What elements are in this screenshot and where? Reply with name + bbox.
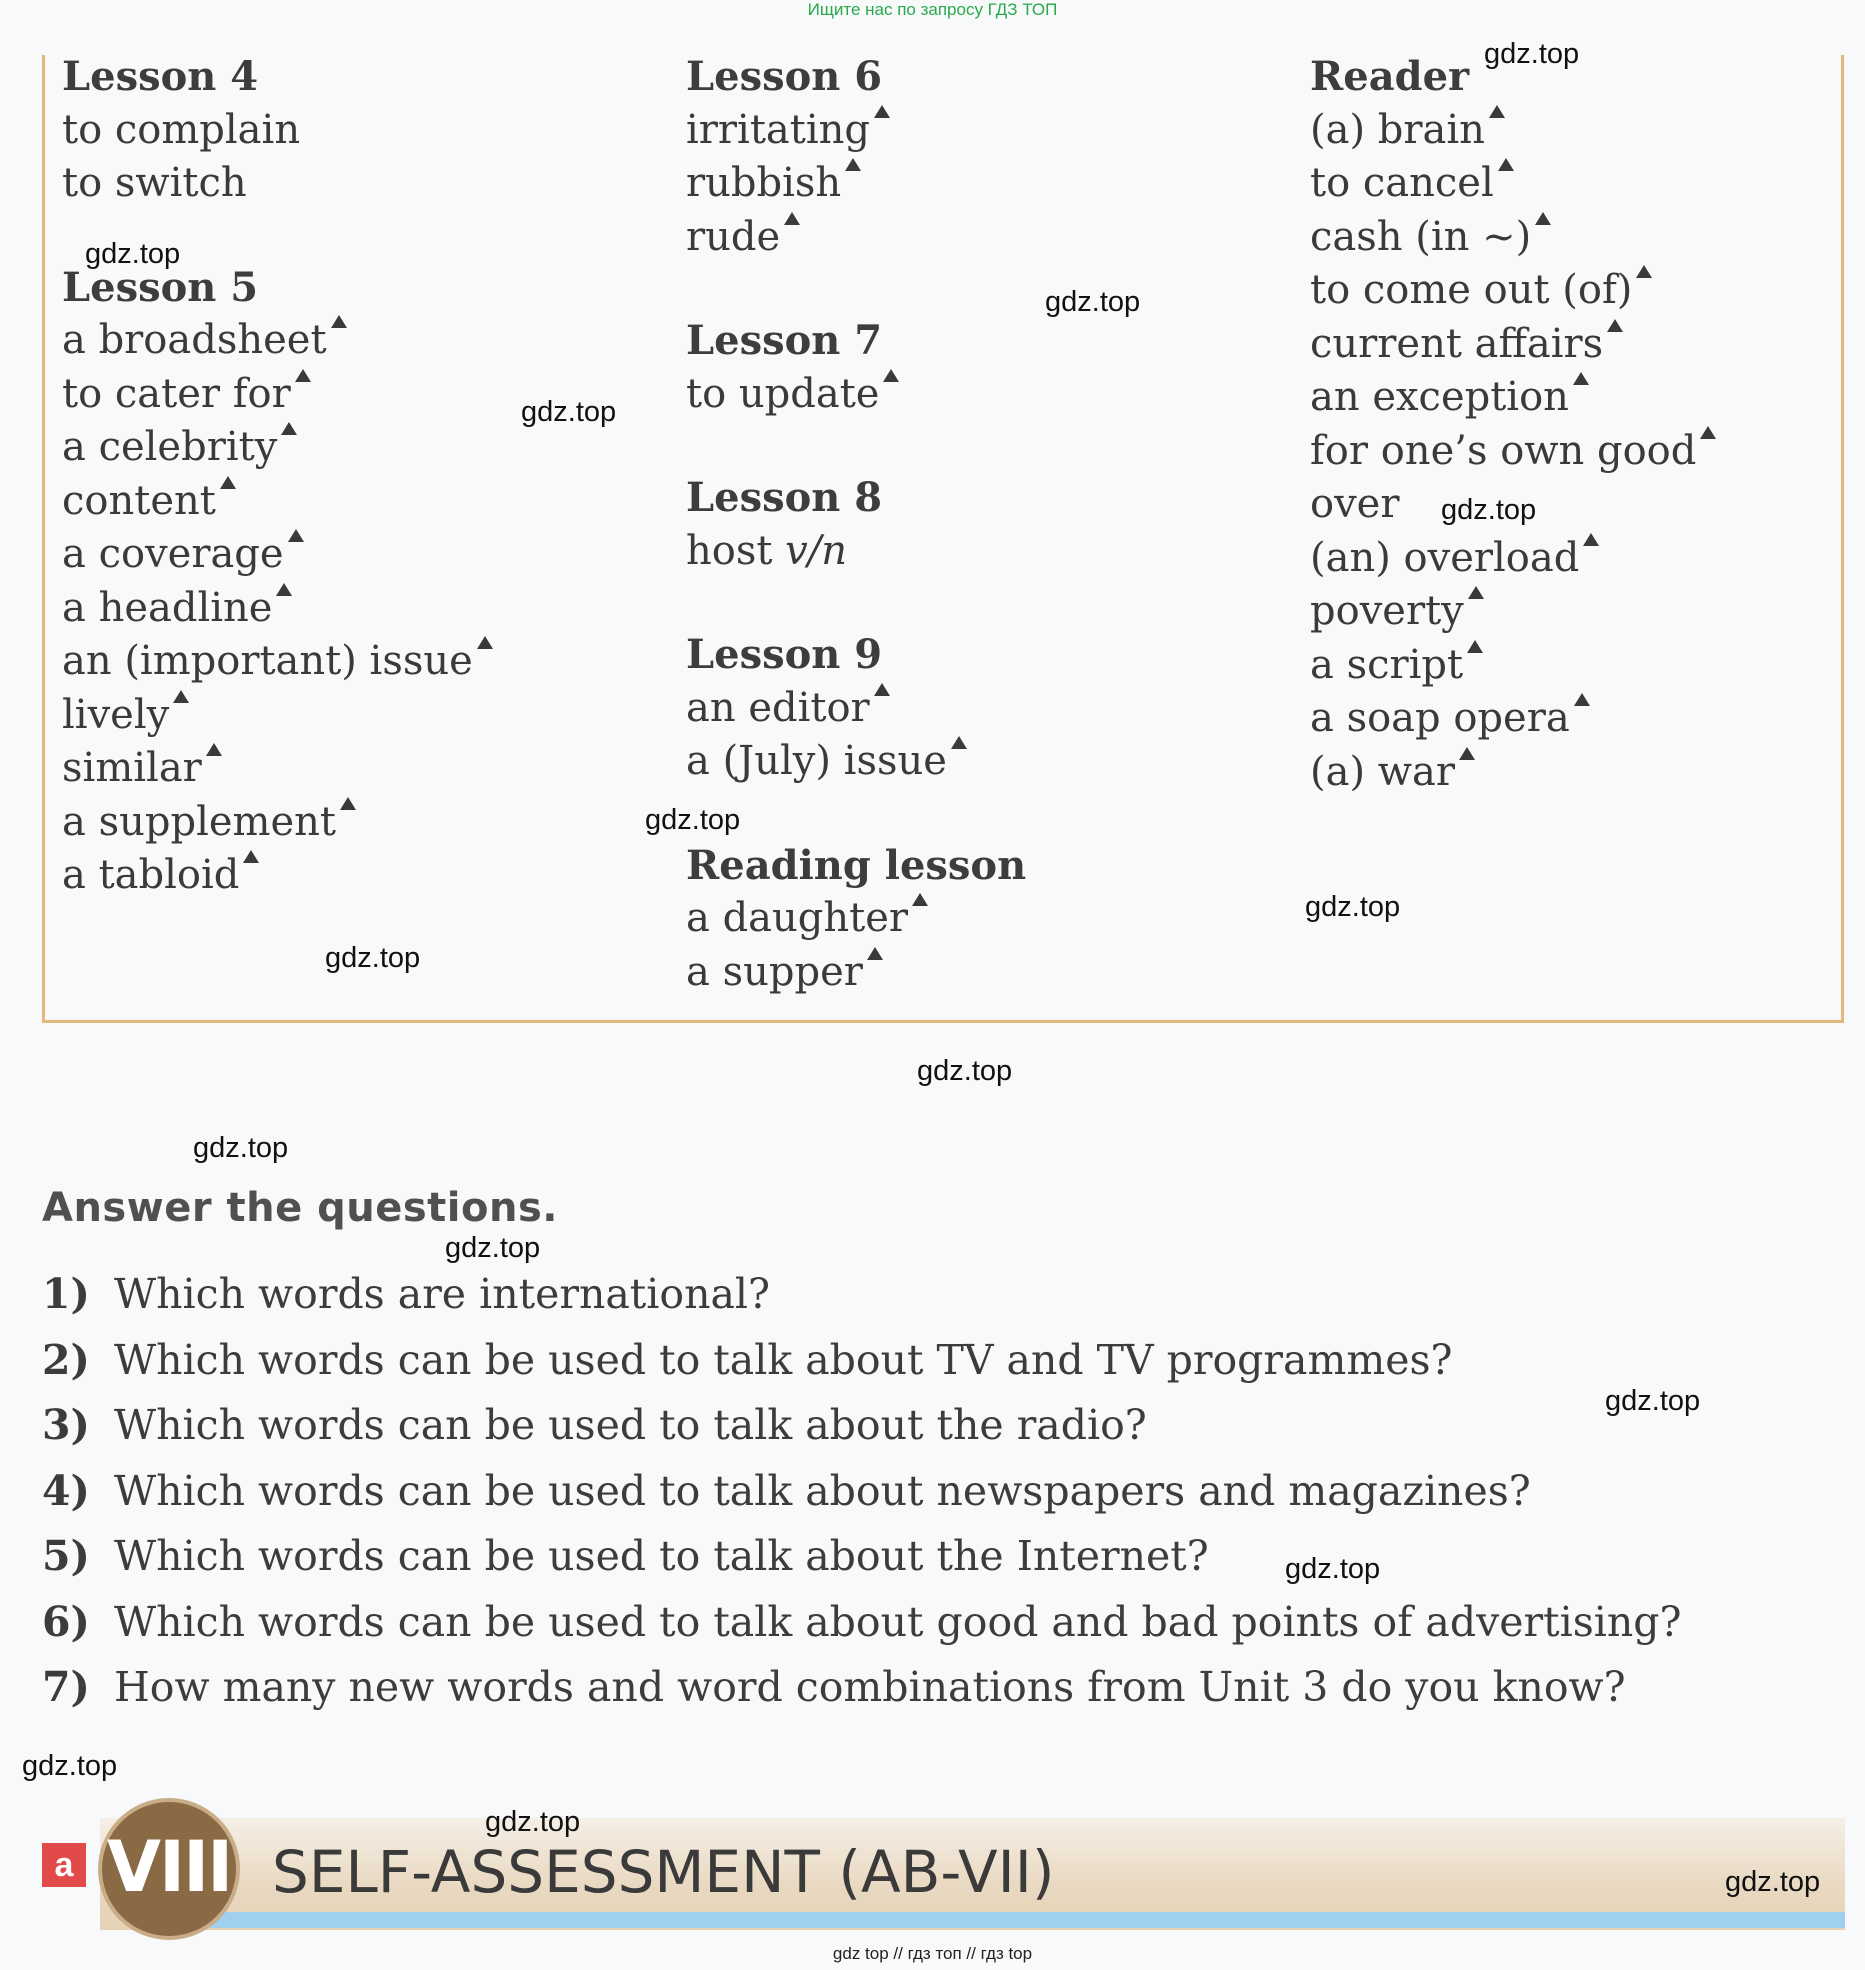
vocab-word: host v/n xyxy=(686,527,848,574)
vocab-word: an (important) issue xyxy=(62,635,493,689)
vocab-word: to cater for xyxy=(62,368,493,422)
vocab-word: a headline xyxy=(62,582,493,636)
vocab-word: content xyxy=(62,475,493,529)
new-word-triangle-icon xyxy=(288,529,304,542)
vocab-word: over xyxy=(1310,481,1400,527)
question-text: Which words can be used to talk about the Internet? xyxy=(114,1532,1209,1580)
vocab-word: a coverage xyxy=(62,528,493,582)
new-word-triangle-icon xyxy=(1535,212,1551,225)
lesson-block xyxy=(686,471,1026,578)
vocab-word: for one’s own good xyxy=(1310,425,1716,479)
vocab-word: a daughter xyxy=(686,892,1026,946)
new-word-triangle-icon xyxy=(1700,426,1716,439)
question-text: Which words can be used to talk about the radio? xyxy=(114,1401,1147,1449)
new-word-triangle-icon xyxy=(477,636,493,649)
vocab-word: a soap opera xyxy=(1310,692,1716,746)
watermark: gdz.top xyxy=(445,1232,541,1264)
lesson-block xyxy=(686,839,1026,1000)
question-list xyxy=(42,1262,1682,1721)
vocab-column-1 xyxy=(62,50,493,953)
new-word-triangle-icon xyxy=(1468,586,1484,599)
question-number: 5) xyxy=(42,1532,90,1580)
question-number: 7) xyxy=(42,1663,90,1711)
section-a-badge-icon: a xyxy=(42,1843,86,1887)
lesson-block xyxy=(1310,50,1716,799)
lesson-block xyxy=(686,628,1026,789)
new-word-triangle-icon xyxy=(1573,372,1589,385)
question-item xyxy=(42,1393,1682,1459)
new-word-triangle-icon xyxy=(243,850,259,863)
watermark: gdz.top xyxy=(1605,1385,1701,1417)
lesson-title: Lesson 5 xyxy=(62,263,259,311)
watermark: gdz.top xyxy=(85,238,181,270)
new-word-triangle-icon xyxy=(331,315,347,328)
new-word-triangle-icon xyxy=(206,743,222,756)
vocab-word: poverty xyxy=(1310,585,1716,639)
watermark: gdz.top xyxy=(645,804,741,836)
question-item xyxy=(42,1524,1682,1590)
watermark: gdz.top xyxy=(1484,38,1580,70)
vocab-word: (a) brain xyxy=(1310,104,1716,158)
new-word-triangle-icon xyxy=(295,369,311,382)
new-word-triangle-icon xyxy=(1459,747,1475,760)
vocab-word: rubbish xyxy=(686,157,1026,211)
question-number: 6) xyxy=(42,1597,90,1646)
question-number: 1) xyxy=(42,1270,90,1318)
lesson-title: Lesson 9 xyxy=(686,631,883,678)
vocab-word: a (July) issue xyxy=(686,735,1026,789)
vocab-word: similar xyxy=(62,742,493,796)
vocab-word: a script xyxy=(1310,639,1716,693)
bottom-watermark-line: gdz top // гдз топ // гдз top xyxy=(832,1944,1033,1963)
vocab-word: a tabloid xyxy=(62,849,493,903)
new-word-triangle-icon xyxy=(912,893,928,906)
footer-stripe xyxy=(210,1912,1845,1928)
vocab-word: to update xyxy=(686,368,1026,422)
new-word-triangle-icon xyxy=(1489,105,1505,118)
vocab-word: (a) war xyxy=(1310,746,1716,800)
watermark: gdz.top xyxy=(917,1055,1013,1087)
vocab-word: to switch xyxy=(62,160,247,206)
new-word-triangle-icon xyxy=(1498,158,1514,171)
watermark: gdz.top xyxy=(193,1132,289,1164)
vocab-word: a broadsheet xyxy=(62,314,493,368)
question-number: 2) xyxy=(42,1335,90,1384)
question-item xyxy=(42,1328,1682,1394)
new-word-triangle-icon xyxy=(867,947,883,960)
lesson-block xyxy=(686,314,1026,421)
section-title: Answer the questions. xyxy=(42,1185,558,1231)
new-word-triangle-icon xyxy=(874,105,890,118)
watermark: gdz.top xyxy=(1305,891,1401,923)
new-word-triangle-icon xyxy=(1607,319,1623,332)
top-banner: Ищите нас по запросу ГДЗ ТОП xyxy=(807,0,1058,19)
new-word-triangle-icon xyxy=(340,797,356,810)
vocab-word: to cancel xyxy=(1310,157,1716,211)
new-word-triangle-icon xyxy=(1636,265,1652,278)
vocab-word: an editor xyxy=(686,682,1026,736)
new-word-triangle-icon xyxy=(281,422,297,435)
vocab-column-2 xyxy=(686,50,1026,999)
lesson-title: Reading lesson xyxy=(686,841,1027,889)
footer-title: SELF-ASSESSMENT (AB-VII) xyxy=(272,1838,1055,1906)
lesson-block xyxy=(62,50,493,211)
new-word-triangle-icon xyxy=(1467,640,1483,653)
lesson-title: Reader xyxy=(1310,53,1470,100)
new-word-triangle-icon xyxy=(1574,693,1590,706)
vocab-word: a supper xyxy=(686,946,1026,1000)
new-word-triangle-icon xyxy=(220,476,236,489)
vocab-column-3 xyxy=(1310,50,1716,849)
question-text: Which words are international? xyxy=(114,1270,771,1318)
watermark: gdz.top xyxy=(521,396,617,428)
vocab-word: irritating xyxy=(686,104,1026,158)
question-item xyxy=(42,1459,1682,1525)
new-word-triangle-icon xyxy=(173,690,189,703)
roman-numeral: VIII xyxy=(106,1826,232,1908)
new-word-triangle-icon xyxy=(883,369,899,382)
vocab-word: rude xyxy=(686,211,1026,265)
lesson-block xyxy=(62,261,493,903)
vocab-word: to come out (of) xyxy=(1310,264,1716,318)
watermark: gdz.top xyxy=(22,1750,118,1782)
question-number: 4) xyxy=(42,1466,90,1515)
new-word-triangle-icon xyxy=(276,583,292,596)
question-text: Which words can be used to talk about newspapers and magazines? xyxy=(114,1466,1531,1515)
watermark: gdz.top xyxy=(1725,1866,1821,1898)
vocab-word: current affairs xyxy=(1310,318,1716,372)
vocab-word: to complain xyxy=(62,106,301,153)
new-word-triangle-icon xyxy=(845,158,861,171)
question-number: 3) xyxy=(42,1401,90,1449)
question-text: Which words can be used to talk about TV and TV programmes? xyxy=(114,1335,1453,1384)
new-word-triangle-icon xyxy=(1583,533,1599,546)
new-word-triangle-icon xyxy=(951,736,967,749)
watermark: gdz.top xyxy=(1441,494,1537,526)
question-item xyxy=(42,1262,1682,1328)
question-item xyxy=(42,1590,1682,1656)
vocab-word: an exception xyxy=(1310,371,1716,425)
vocab-word: (an) overload xyxy=(1310,532,1716,586)
lesson-title: Lesson 7 xyxy=(686,317,883,364)
new-word-triangle-icon xyxy=(784,212,800,225)
word-part-of-speech: v/n xyxy=(785,527,848,574)
watermark: gdz.top xyxy=(485,1806,581,1838)
vocab-word: lively xyxy=(62,689,493,743)
lesson-block xyxy=(686,50,1026,264)
watermark: gdz.top xyxy=(1285,1553,1381,1585)
watermark: gdz.top xyxy=(1045,286,1141,318)
vocab-word: a celebrity xyxy=(62,421,493,475)
question-item xyxy=(42,1655,1682,1721)
vocab-word: cash (in ~) xyxy=(1310,211,1716,265)
lesson-title: Lesson 4 xyxy=(62,53,259,100)
lesson-title: Lesson 6 xyxy=(686,53,883,100)
watermark: gdz.top xyxy=(325,942,421,974)
new-word-triangle-icon xyxy=(874,683,890,696)
question-text: Which words can be used to talk about good and bad points of advertising? xyxy=(114,1597,1682,1646)
lesson-title: Lesson 8 xyxy=(686,474,883,521)
vocab-word: a supplement xyxy=(62,796,493,850)
question-text: How many new words and word combinations from Unit 3 do you know? xyxy=(114,1663,1626,1711)
